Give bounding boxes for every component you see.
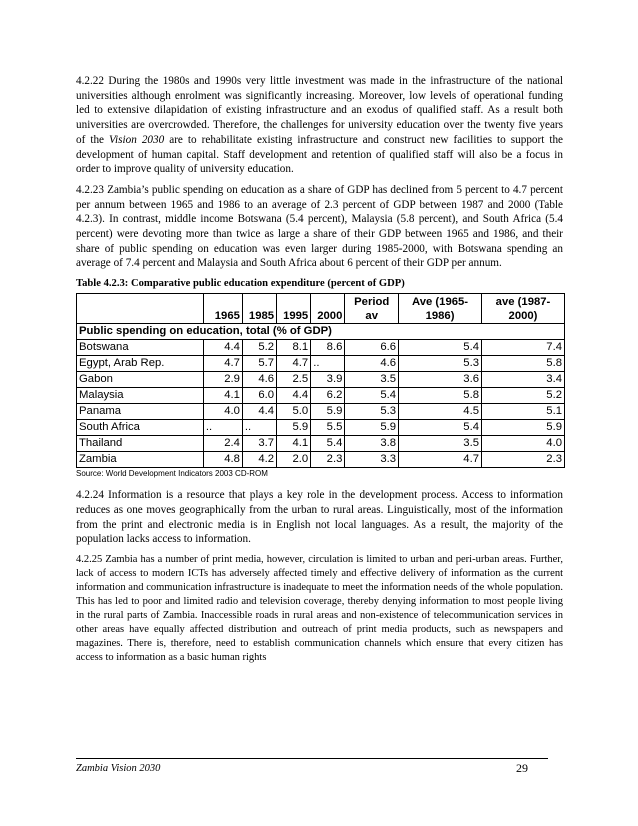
value-cell: 5.2 [482, 388, 565, 404]
value-cell: 2.4 [203, 436, 242, 452]
section-label: Public spending on education, total (% of GDP) [77, 324, 565, 340]
value-cell: 5.4 [345, 388, 399, 404]
table-row [77, 420, 565, 436]
table-source: Source: World Development Indicators 2003 CD-ROM [76, 469, 268, 479]
value-cell: 5.8 [482, 356, 565, 372]
value-cell: 6.0 [242, 388, 276, 404]
value-cell: 2.5 [277, 372, 311, 388]
value-cell: 3.8 [345, 436, 399, 452]
value-cell: 4.0 [482, 436, 565, 452]
value-cell: 5.2 [242, 340, 276, 356]
country-cell: Botswana [77, 340, 204, 356]
paragraph-4-2-24: 4.2.24 Information is a resource that plays a key role in the development process. Access to information reduces as one moves geographically from the urban to rural areas. Linguistically, most of the information from the print and electronic media is in English not local languages. As a result, the majority of the population lacks access to information. [76, 489, 563, 546]
value-cell: 5.5 [311, 420, 345, 436]
value-cell: 3.6 [399, 372, 482, 388]
value-cell: 2.3 [482, 452, 565, 468]
paragraph-text: 4.2.22 During the 1980s and 1990s very little investment was made in the infrastructure of the national universities although enrolment was significantly increasing. Moreover, low levels of operational funding led to extensive dilapidation of existing infrastructure and an exodus of qualified staff. As a result both universities are overcrowded. Therefore, the challenges for university education over the twenty five years of the [76, 75, 563, 146]
value-cell: 4.4 [277, 388, 311, 404]
value-cell: 4.1 [203, 388, 242, 404]
vision-title-italic: Vision 2030 [109, 133, 165, 146]
value-cell: 2.9 [203, 372, 242, 388]
value-cell: 4.4 [242, 404, 276, 420]
paragraph-4-2-25-block [76, 553, 563, 665]
value-cell: 4.1 [277, 436, 311, 452]
value-cell: 2.3 [311, 452, 345, 468]
column-header: 1985 [242, 294, 276, 324]
value-cell: 5.9 [311, 404, 345, 420]
value-cell: 3.5 [399, 436, 482, 452]
value-cell: 6.6 [345, 340, 399, 356]
value-cell: 5.7 [242, 356, 276, 372]
document-page [76, 74, 563, 671]
value-cell: 4.6 [345, 356, 399, 372]
table-section-row [77, 324, 565, 340]
value-cell: 5.9 [277, 420, 311, 436]
page-footer [76, 758, 548, 774]
value-cell: 3.5 [345, 372, 399, 388]
value-cell: 4.5 [399, 404, 482, 420]
table-row [77, 404, 565, 420]
value-cell: .. [311, 356, 345, 372]
value-cell: 5.3 [399, 356, 482, 372]
value-cell: 5.4 [311, 436, 345, 452]
column-header: ave (1987-2000) [482, 294, 565, 324]
column-header: 2000 [311, 294, 345, 324]
value-cell: 8.1 [277, 340, 311, 356]
value-cell: 5.8 [399, 388, 482, 404]
value-cell: 2.0 [277, 452, 311, 468]
paragraph-4-2-22 [76, 74, 563, 177]
page-number: 29 [516, 761, 528, 775]
value-cell: 5.1 [482, 404, 565, 420]
country-cell: Egypt, Arab Rep. [77, 356, 204, 372]
table-caption: Table 4.2.3: Comparative public education expenditure (percent of GDP) [76, 278, 405, 290]
value-cell: 4.7 [399, 452, 482, 468]
education-expenditure-table [76, 293, 565, 468]
column-header: Period av [345, 294, 399, 324]
header-blank [77, 294, 204, 324]
table-row [77, 388, 565, 404]
paragraph-4-2-23: 4.2.23 Zambia’s public spending on education as a share of GDP has declined from 5 percent to 4.7 percent per annum between 1965 and 1986 to an average of 2.3 percent of GDP between 1987 and 2000 (Table 4.2.3). In contrast, middle income Botswana (5.4 percent), Malaysia (5.8 percent), and South Africa (5.4 percent) were devoting more than twice as large a share of their GDP between 1965 and 1986, and their share of public spending on education was even larger during 1985-2000, with Botswana spending an average of 7.4 percent and Malaysia and South Africa about 6 percent of their GDP per annum. [76, 183, 563, 270]
footer-title: Zambia Vision 2030 [76, 763, 161, 774]
paragraph-text-rest: are to rehabilitate existing infrastructure and construct new facilities to support the development of human capital. Staff development and retention of qualified staff will also be a focus in order to improve quality of university education. [76, 133, 564, 176]
value-cell: 5.9 [345, 420, 399, 436]
value-cell: 3.7 [242, 436, 276, 452]
value-cell: .. [203, 420, 242, 436]
value-cell: 6.2 [311, 388, 345, 404]
value-cell: 5.4 [399, 420, 482, 436]
value-cell: 4.8 [203, 452, 242, 468]
value-cell: 5.0 [277, 404, 311, 420]
country-cell: Malaysia [77, 388, 204, 404]
column-header: 1965 [203, 294, 242, 324]
table-row [77, 356, 565, 372]
table-header-row [77, 294, 565, 324]
country-cell: Gabon [77, 372, 204, 388]
value-cell: 8.6 [311, 340, 345, 356]
table-row [77, 452, 565, 468]
country-cell: Panama [77, 404, 204, 420]
value-cell: 4.2 [242, 452, 276, 468]
paragraph-4-2-25: 4.2.25 Zambia has a number of print media, however, circulation is limited to urban and peri-urban areas. Further, lack of access to modern ICTs has adversely affected timely and effective delivery of information as the current information and communication infrastructure is inadequate to meet the information needs of the whole population. This has led to poor and limited radio and television coverage, thereby denying information to most people living in the rural parts of Zambia. Inaccessible roads in rural areas and non-existence of telecommunication services in other areas have equally affected distribution and outreach of print media products, such as newspapers and magazines. There is, therefore, need to establish communication channels which ensure that every citizen has access to information as a basic human rights [76, 553, 563, 663]
value-cell: 3.4 [482, 372, 565, 388]
column-header: Ave (1965-1986) [399, 294, 482, 324]
value-cell: 3.9 [311, 372, 345, 388]
table-row [77, 436, 565, 452]
table-row [77, 372, 565, 388]
country-cell: Zambia [77, 452, 204, 468]
value-cell: 5.3 [345, 404, 399, 420]
country-cell: South Africa [77, 420, 204, 436]
value-cell: 4.6 [242, 372, 276, 388]
value-cell: 7.4 [482, 340, 565, 356]
column-header: 1995 [277, 294, 311, 324]
value-cell: 4.7 [277, 356, 311, 372]
country-cell: Thailand [77, 436, 204, 452]
value-cell: 4.4 [203, 340, 242, 356]
value-cell: 5.9 [482, 420, 565, 436]
value-cell: 3.3 [345, 452, 399, 468]
value-cell: 4.7 [203, 356, 242, 372]
value-cell: 4.0 [203, 404, 242, 420]
value-cell: 5.4 [399, 340, 482, 356]
table-row [77, 340, 565, 356]
value-cell: .. [242, 420, 276, 436]
